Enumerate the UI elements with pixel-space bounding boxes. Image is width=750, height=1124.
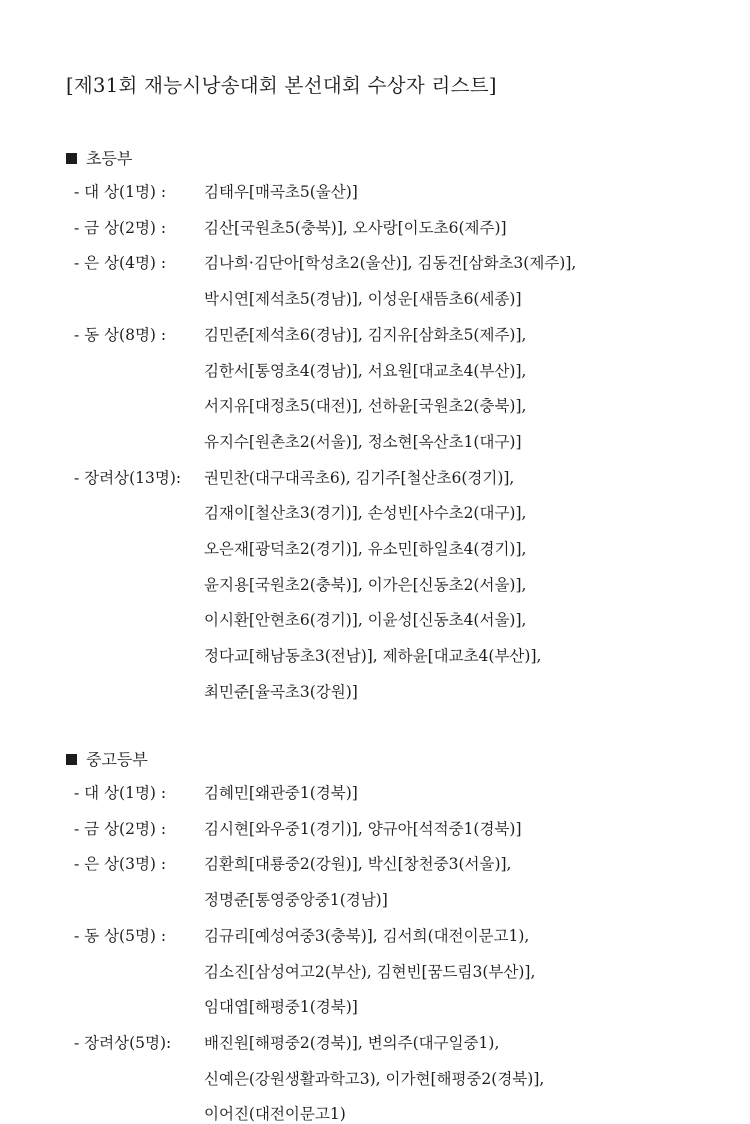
winner-list-line: 김산[국원초5(충북)], 오사랑[이도초6(제주)]: [204, 218, 507, 237]
award-category-label: - 대 상(1명) :: [74, 183, 167, 201]
section-heading-text: 중고등부: [86, 750, 148, 769]
winner-list-line: 김나희·김단아[학성초2(울산)], 김동건[삼화초3(제주)],: [204, 254, 577, 273]
winner-list-line: 윤지용[국원초2(충북)], 이가은[신동초2(서울)],: [204, 575, 527, 594]
award-category-label: - 동 상(5명) :: [74, 926, 167, 945]
square-bullet-icon: [66, 754, 77, 765]
section-heading-text: 초등부: [86, 149, 133, 168]
award-category-label: - 동 상(8명) :: [74, 325, 167, 344]
winner-list-line: 신예은(강원생활과학고3), 이가현[해평중2(경북)],: [204, 1069, 545, 1088]
section-heading: [66, 747, 148, 770]
winner-list-line: 김한서[통영초4(경남)], 서요원[대교초4(부산)],: [204, 361, 527, 380]
document-title: [제31회 재능시낭송대회 본선대회 수상자 리스트]: [66, 74, 497, 97]
winner-list-line: 박시연[제석초5(경남)], 이성운[새뜸초6(세종)]: [204, 290, 522, 309]
winner-list-line: 김규리[예성여중3(충북)], 김서희(대전이문고1),: [204, 926, 530, 945]
winner-list-line: 김환희[대룡중2(강원)], 박신[창천중3(서울)],: [204, 855, 512, 874]
winner-list-line: 정명준[통영중앙중1(경남)]: [204, 891, 388, 910]
winner-list-line: 배진원[해평중2(경북)], 변의주(대구일중1),: [204, 1033, 500, 1052]
winner-list-line: 이어진(대전이문고1): [204, 1105, 346, 1124]
winner-list-line: 유지수[원촌초2(서울)], 정소현[옥산초1(대구)]: [204, 432, 522, 451]
winner-list-line: 서지유[대정초5(대전)], 선하윤[국원초2(충북)],: [204, 397, 527, 416]
award-category-label: - 은 상(4명) :: [74, 254, 167, 273]
winner-list-line: 오은재[광덕초2(경기)], 유소민[하일초4(경기)],: [204, 540, 527, 558]
winner-list-line: 김혜민[왜관중1(경북)]: [204, 784, 358, 802]
winner-list-line: 김소진[삼성여고2(부산), 김현빈[꿈드림3(부산)],: [204, 962, 536, 981]
square-bullet-icon: [66, 153, 77, 164]
winner-list-line: 이시환[안현초6(경기)], 이윤성[신동초4(서울)],: [204, 611, 527, 630]
winner-list-line: 권민찬(대구대곡초6), 김기주[철산초6(경기)],: [204, 468, 515, 487]
award-category-label: - 금 상(2명) :: [74, 819, 167, 838]
winner-list-line: 김재이[철산초3(경기)], 손성빈[사수초2(대구)],: [204, 504, 527, 523]
award-category-label: - 금 상(2명) :: [74, 218, 167, 237]
winner-list-line: 임대엽[해평중1(경북)]: [204, 998, 358, 1017]
winner-list-line: 김민준[제석초6(경남)], 김지유[삼화초5(제주)],: [204, 325, 527, 344]
winner-list-line: 김시현[와우중1(경기)], 양규아[석적중1(경북)]: [204, 819, 522, 838]
winner-list-line: 김태우[매곡초5(울산)]: [204, 183, 358, 201]
award-category-label: - 장려상(13명):: [74, 468, 182, 487]
award-category-label: - 은 상(3명) :: [74, 855, 167, 874]
winner-list-line: 정다교[해남동초3(전남)], 제하윤[대교초4(부산)],: [204, 647, 542, 666]
award-category-label: - 대 상(1명) :: [74, 784, 167, 802]
section-heading: [66, 146, 132, 169]
award-category-label: - 장려상(5명):: [74, 1033, 172, 1052]
winner-list-line: 최민준[율곡초3(강원)]: [204, 682, 358, 701]
